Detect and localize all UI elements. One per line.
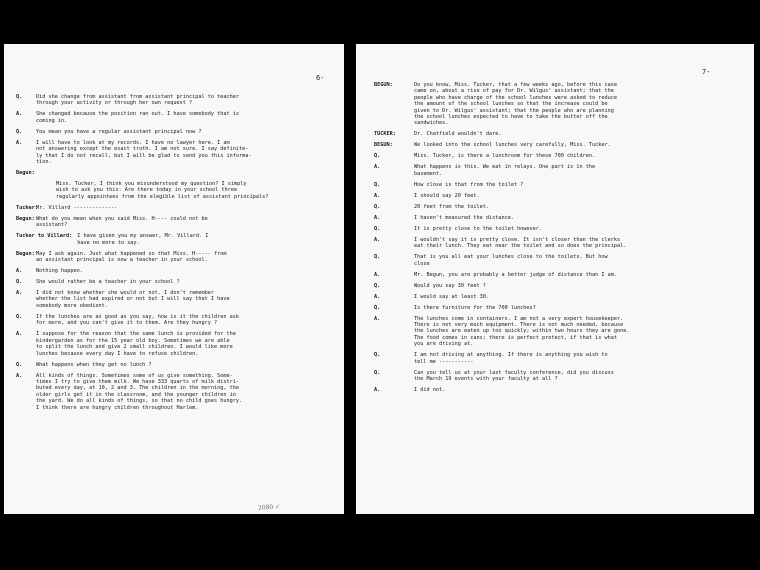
transcript-entry	[374, 153, 746, 159]
transcript-entry	[374, 237, 746, 250]
transcript-entry	[16, 233, 336, 246]
speaker-label: Q.	[374, 181, 381, 188]
speaker-label: Q.	[374, 304, 381, 311]
entry-text: May I ask again. Just what happened so that Miss. H----- from an assistant principal is now a teacher in your school.	[36, 250, 227, 264]
entry-text: Mr. Begun, you are probably a better judge of distance than I am.	[414, 271, 618, 278]
entry-text: I should say 20 feet.	[414, 192, 480, 199]
speaker-label: A.	[374, 293, 381, 300]
entry-text: Do you know, Miss. Tucker, that a few weeks ago, before this case came on, about a rise of pay for Dr. Wilgus' assistant; that the people who have charge of the school lunches were asked to reduce the amount of the school lunches so that the increase could be given to Dr. Wilgus' assistant; that the people who are planning the school lunches expected to have to take the butter off the sandwiches.	[414, 82, 618, 127]
entry-text: We looked into the school lunches very carefully, Miss. Tucker.	[414, 142, 611, 149]
entry-text: I suppose for the reason that the same lunch is provided for the kindergarden as for the 15 year old boy. Sometimes we are able to split the lunch and give 2 small children. I would like more lunches because every day I have to refuse children.	[36, 331, 236, 357]
entry-text: Nothing happen.	[36, 268, 83, 275]
speaker-label: Q.	[374, 282, 381, 289]
speaker-label: A.	[374, 315, 381, 322]
entry-text: She changed because the position ran out. I have somebody that is coming in.	[36, 111, 240, 124]
transcript-entry	[374, 226, 746, 232]
entry-text: Miss. Tucker, I think you misunderstood my question? I simply wish to ask you this: Are there today in your school three regularly appointees from the elegible list of assistant principals?	[56, 181, 269, 200]
entry-text: I have given you my answer, Mr. Villard. I have no more to say.	[77, 233, 209, 246]
entry-text: How close is that from the toilet ?	[414, 181, 524, 188]
speaker-label: Tucker:	[16, 204, 38, 211]
transcript-entry	[374, 142, 746, 148]
entry-text: I am not driving at anything. If there is anything you wish to tell me -----------	[414, 352, 608, 365]
entry-text: What do you mean when you said Miss. H---- could not be assistant?	[36, 215, 208, 229]
pencil-annotation: 2080 ✓	[257, 503, 281, 512]
entry-text: Miss. Tucker, is there a lunchroom for these 700 children.	[414, 153, 596, 160]
transcript-entry	[16, 205, 336, 211]
entry-text: Is there furniture for the 700 lunches?	[414, 304, 536, 311]
entry-text: Did she change from assistant from assistant principal to teacher through your activity or through her own request ?	[36, 94, 240, 107]
speaker-label: A.	[16, 111, 23, 118]
transcript-entry	[374, 387, 746, 393]
entry-text: Can you tell us at your last faculty conference, did you discuss the March 19 events with your faculty at all ?	[414, 369, 614, 383]
transcript-entry	[374, 193, 746, 199]
entry-text: 20 feet from the toilet.	[414, 203, 489, 210]
transcript-entry	[374, 316, 746, 348]
entry-text: I haven't measured the distance.	[414, 214, 514, 221]
speaker-label: Begun:	[16, 250, 35, 257]
entry-text: I wouldn't say it is pretty close. It isn't closer than the clerks eat their lunch. They eat near the toilet and so does the principal.	[414, 236, 627, 250]
speaker-label: Q.	[16, 279, 23, 286]
entry-text: I would say at least 30.	[414, 293, 489, 300]
speaker-label: TUCKER:	[374, 131, 396, 138]
speaker-label: Q.	[374, 153, 381, 160]
entry-text: What happens is this. We eat in relays. One part is in the basement.	[414, 164, 596, 177]
entry-text: I will have to look at my records. I have no lawyer here. I am not answering except the exact truth. I am not sure. I say definite- ly that I do not recall, but I will be glad to send you this informa- tion.	[36, 139, 252, 166]
speaker-label: Q.	[16, 361, 23, 368]
transcript-entry	[374, 305, 746, 311]
transcript-entry	[374, 294, 746, 300]
transcript-entry	[16, 181, 336, 200]
speaker-label: Q.	[374, 254, 381, 261]
speaker-label: A.	[374, 214, 381, 221]
transcript-entry	[16, 140, 336, 166]
left-page	[4, 44, 344, 514]
transcript-entry	[16, 111, 336, 124]
speaker-label: Begun:	[16, 215, 35, 222]
transcript-entry	[16, 290, 336, 309]
transcript-entry	[16, 268, 336, 274]
transcript-entry	[16, 129, 336, 135]
entry-text: That is you all eat your lunches close to the toilets. But how close	[414, 254, 608, 267]
right-page	[356, 44, 754, 514]
transcript-entry	[16, 362, 336, 368]
transcript-entry	[374, 283, 746, 289]
transcript-entry	[374, 182, 746, 188]
speaker-label: A.	[16, 139, 23, 146]
transcript-entry	[16, 251, 336, 264]
transcript-entry	[16, 94, 336, 107]
entry-text: The lunches come in containers. I am not a very expert housekeeper. There is not very much equipment. There is not much needed, because the lunches are eaten up too quickly; within two hours they are gone. The food comes in cans; there is perfect protect, if that is what you are driving at.	[414, 315, 630, 348]
speaker-label: Begun:	[16, 170, 35, 177]
entry-text: Dr. Chatfield wouldn't dare.	[414, 131, 502, 138]
speaker-label: A.	[374, 387, 381, 394]
transcript-entry	[374, 352, 746, 365]
speaker-label: Q.	[374, 352, 381, 359]
entry-text: What happens when they get no lunch ?	[36, 361, 152, 368]
transcript-entry	[16, 170, 336, 176]
page-number: 7-	[702, 68, 711, 76]
transcript-entry	[374, 204, 746, 210]
transcript-entry	[16, 314, 336, 327]
speaker-label: A.	[374, 271, 381, 278]
entry-text	[36, 170, 336, 176]
entry-text: It is pretty close to the toilet however.	[414, 225, 543, 232]
entry-text: You mean you have a regular assistant principal now ?	[36, 128, 202, 135]
transcript-body	[16, 94, 336, 416]
speaker-label: A.	[374, 236, 381, 243]
speaker-label: A.	[16, 372, 23, 379]
speaker-label: Q.	[16, 128, 23, 135]
transcript-body	[374, 82, 746, 398]
speaker-label: Q.	[16, 313, 23, 320]
speaker-label: Q.	[374, 225, 381, 232]
transcript-entry	[374, 164, 746, 177]
speaker-label: A.	[16, 331, 23, 338]
speaker-label: Q.	[16, 94, 23, 100]
transcript-entry	[374, 82, 746, 127]
speaker-label	[16, 181, 36, 200]
speaker-label: A.	[16, 268, 23, 275]
transcript-entry	[16, 331, 336, 357]
transcript-entry	[16, 373, 336, 411]
speaker-label: Q.	[374, 369, 381, 376]
page-number: 6-	[316, 74, 325, 82]
speaker-label: A.	[374, 164, 381, 171]
page-gutter	[344, 44, 356, 514]
transcript-entry	[374, 370, 746, 383]
entry-text: If the lunches are as good as you say, how is it the children ask for more, and you can't give it to them. Are they hungry ?	[36, 313, 240, 327]
transcript-entry	[374, 215, 746, 221]
transcript-entry	[374, 254, 746, 267]
transcript-entry	[16, 216, 336, 229]
speaker-label: A.	[16, 290, 23, 297]
transcript-entry	[374, 272, 746, 278]
entry-text: I did not know whether she would or not. I don't remember whether the list had expired or not but I will say that I have somebody more obedient.	[36, 290, 230, 309]
speaker-label: BEGUN:	[374, 142, 393, 149]
entry-text: Mr. Villard --------------	[36, 204, 118, 211]
speaker-label: A.	[374, 192, 381, 199]
entry-text: All kinds of things. Sometimes some of us give something. Some- times I try to give them milk. We have 333 quarts of milk distri- buted every day, at 10, 2 and 3. The children in the morning, the older girls get it in the classroom, and the younger children in the yard. We do all kinds of things, so that no child goes hungry. I think there are hungry children throughout Harlem.	[36, 372, 243, 411]
speaker-label: Tucker to Villard:	[16, 233, 73, 240]
transcript-entry	[16, 279, 336, 285]
transcript-entry	[374, 131, 746, 137]
entry-text: Would you say 30 feet ?	[414, 282, 486, 289]
entry-text: I did not.	[414, 387, 446, 394]
entry-text: She would rather be a teacher in your school ?	[36, 279, 180, 286]
speaker-label: BEGUN:	[374, 82, 393, 88]
speaker-label: Q.	[374, 203, 381, 210]
